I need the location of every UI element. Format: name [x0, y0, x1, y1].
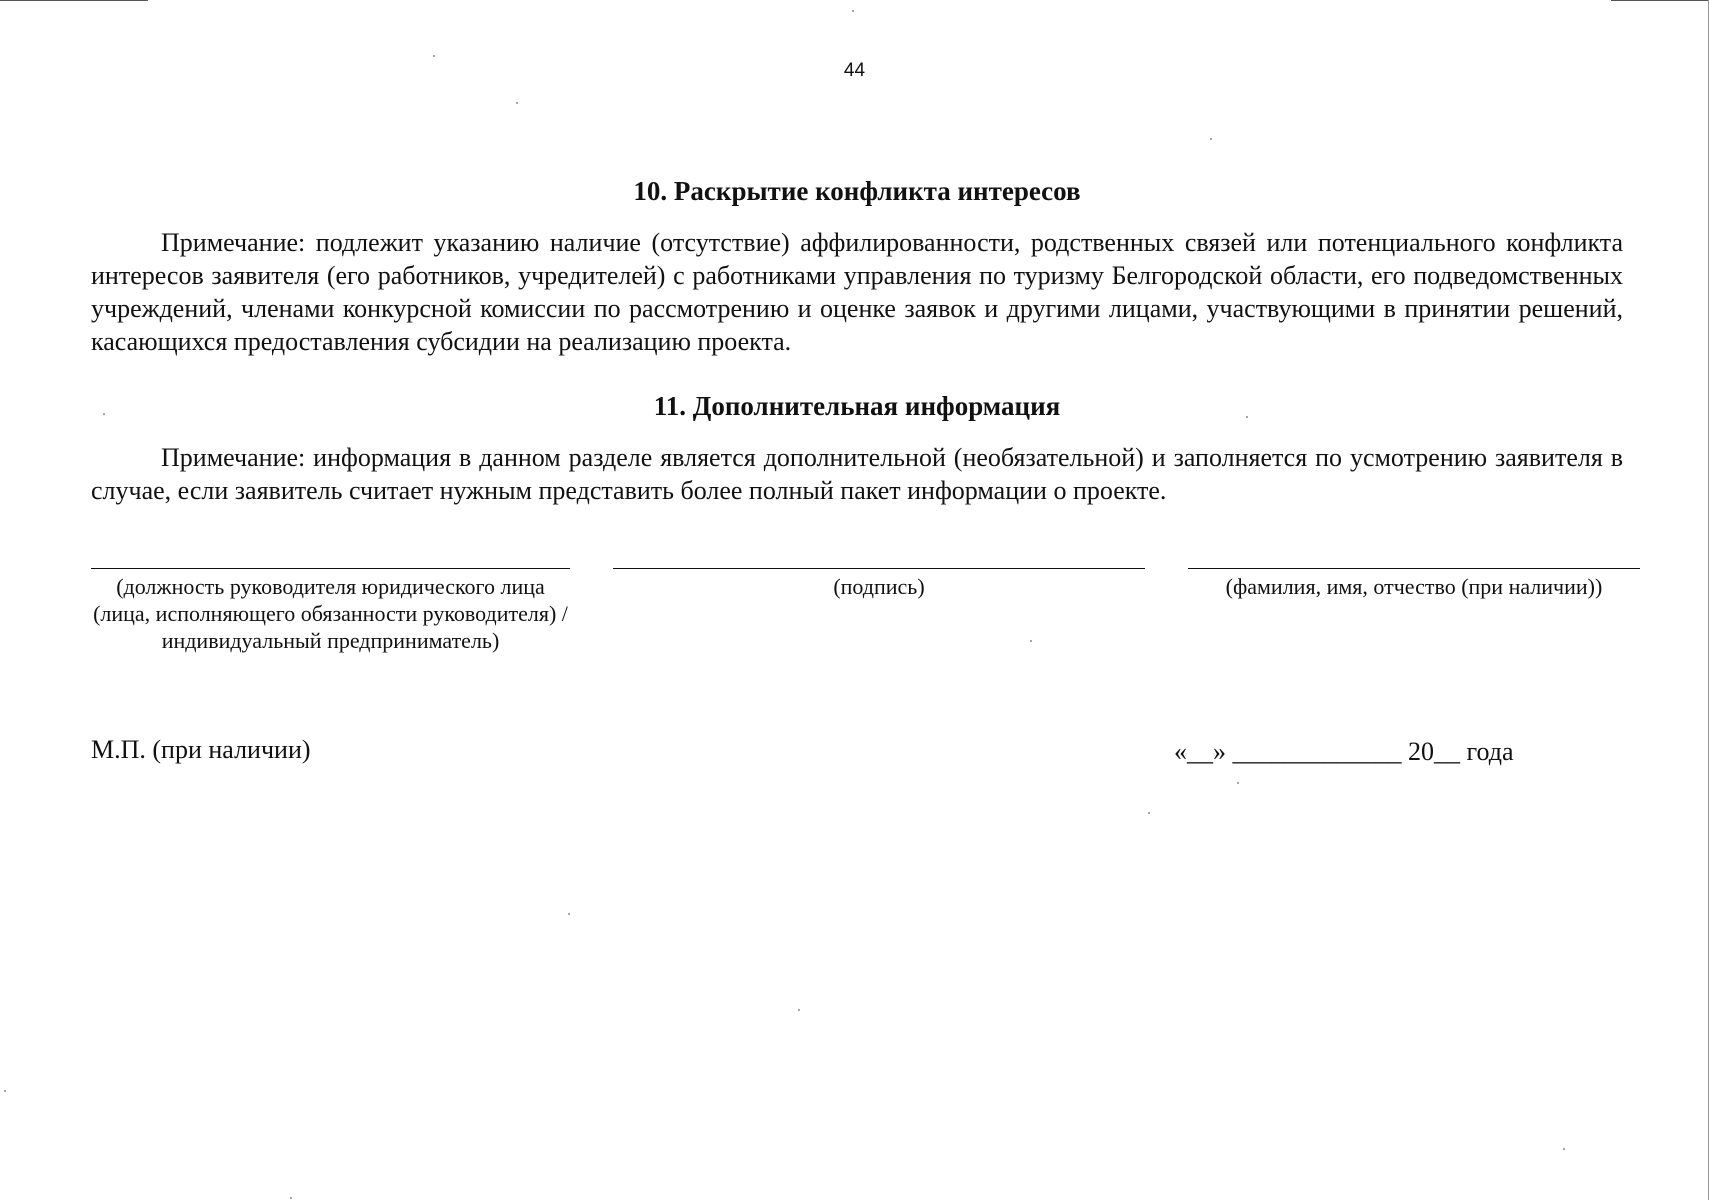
blank-line [91, 568, 570, 569]
scan-speck [4, 1090, 6, 1092]
scan-speck [798, 1009, 800, 1011]
scan-speck [1246, 416, 1248, 418]
scan-speck [1030, 640, 1032, 642]
signature-field-position [91, 568, 570, 654]
scan-speck [516, 102, 518, 104]
section-conflict-of-interest [91, 174, 1623, 358]
position-caption: (должность руководителя юридического лица (лица, исполняющего обязанности руководителя) / индивидуальный предприниматель) [93, 574, 568, 653]
scan-speck [1210, 138, 1212, 140]
section-additional-info [91, 389, 1623, 507]
section-heading: 11. Дополнительная информация [653, 391, 1061, 421]
blank-line [613, 568, 1145, 569]
name-caption: (фамилия, имя, отчество (при наличии)) [1225, 574, 1603, 599]
scan-speck [1563, 1148, 1565, 1150]
scan-speck [852, 10, 854, 12]
scan-speck [1148, 812, 1150, 814]
date-line: «__» _____________ 20__ года [1174, 737, 1514, 766]
scan-edge [0, 0, 148, 1]
scan-speck [290, 1197, 292, 1199]
scan-speck [1237, 782, 1239, 784]
blank-line [1188, 568, 1640, 569]
page-number: 44 [843, 60, 866, 81]
signature-caption: (подпись) [833, 574, 925, 599]
scan-speck [568, 913, 570, 915]
section-note: Примечание: подлежит указанию наличие (отсутствие) аффилированности, родственных связей или потенциального конфликта интересов заявителя (его работников, учредителей) с работниками управления по туризму Белгородской области, его подведомственных учреждений, членами конкурсной комиссии по рассмотрению и оценке заявок и другими лицами, участвующими в принятии решений, касающихся предоставления субсидии на реализацию проекта. [91, 228, 1623, 356]
stamp-label: М.П. (при наличии) [91, 735, 311, 764]
signature-field-signature [613, 568, 1145, 600]
scan-speck [103, 413, 105, 415]
section-heading: 10. Раскрытие конфликта интересов [633, 176, 1081, 206]
scan-edge [1611, 0, 1709, 1]
section-note: Примечание: информация в данном разделе является дополнительной (необязательной) и заполняется по усмотрению заявителя в случае, если заявитель считает нужным представить более полный пакет информации о проекте. [91, 443, 1623, 505]
scan-speck [433, 55, 435, 57]
signature-field-name [1188, 568, 1640, 600]
